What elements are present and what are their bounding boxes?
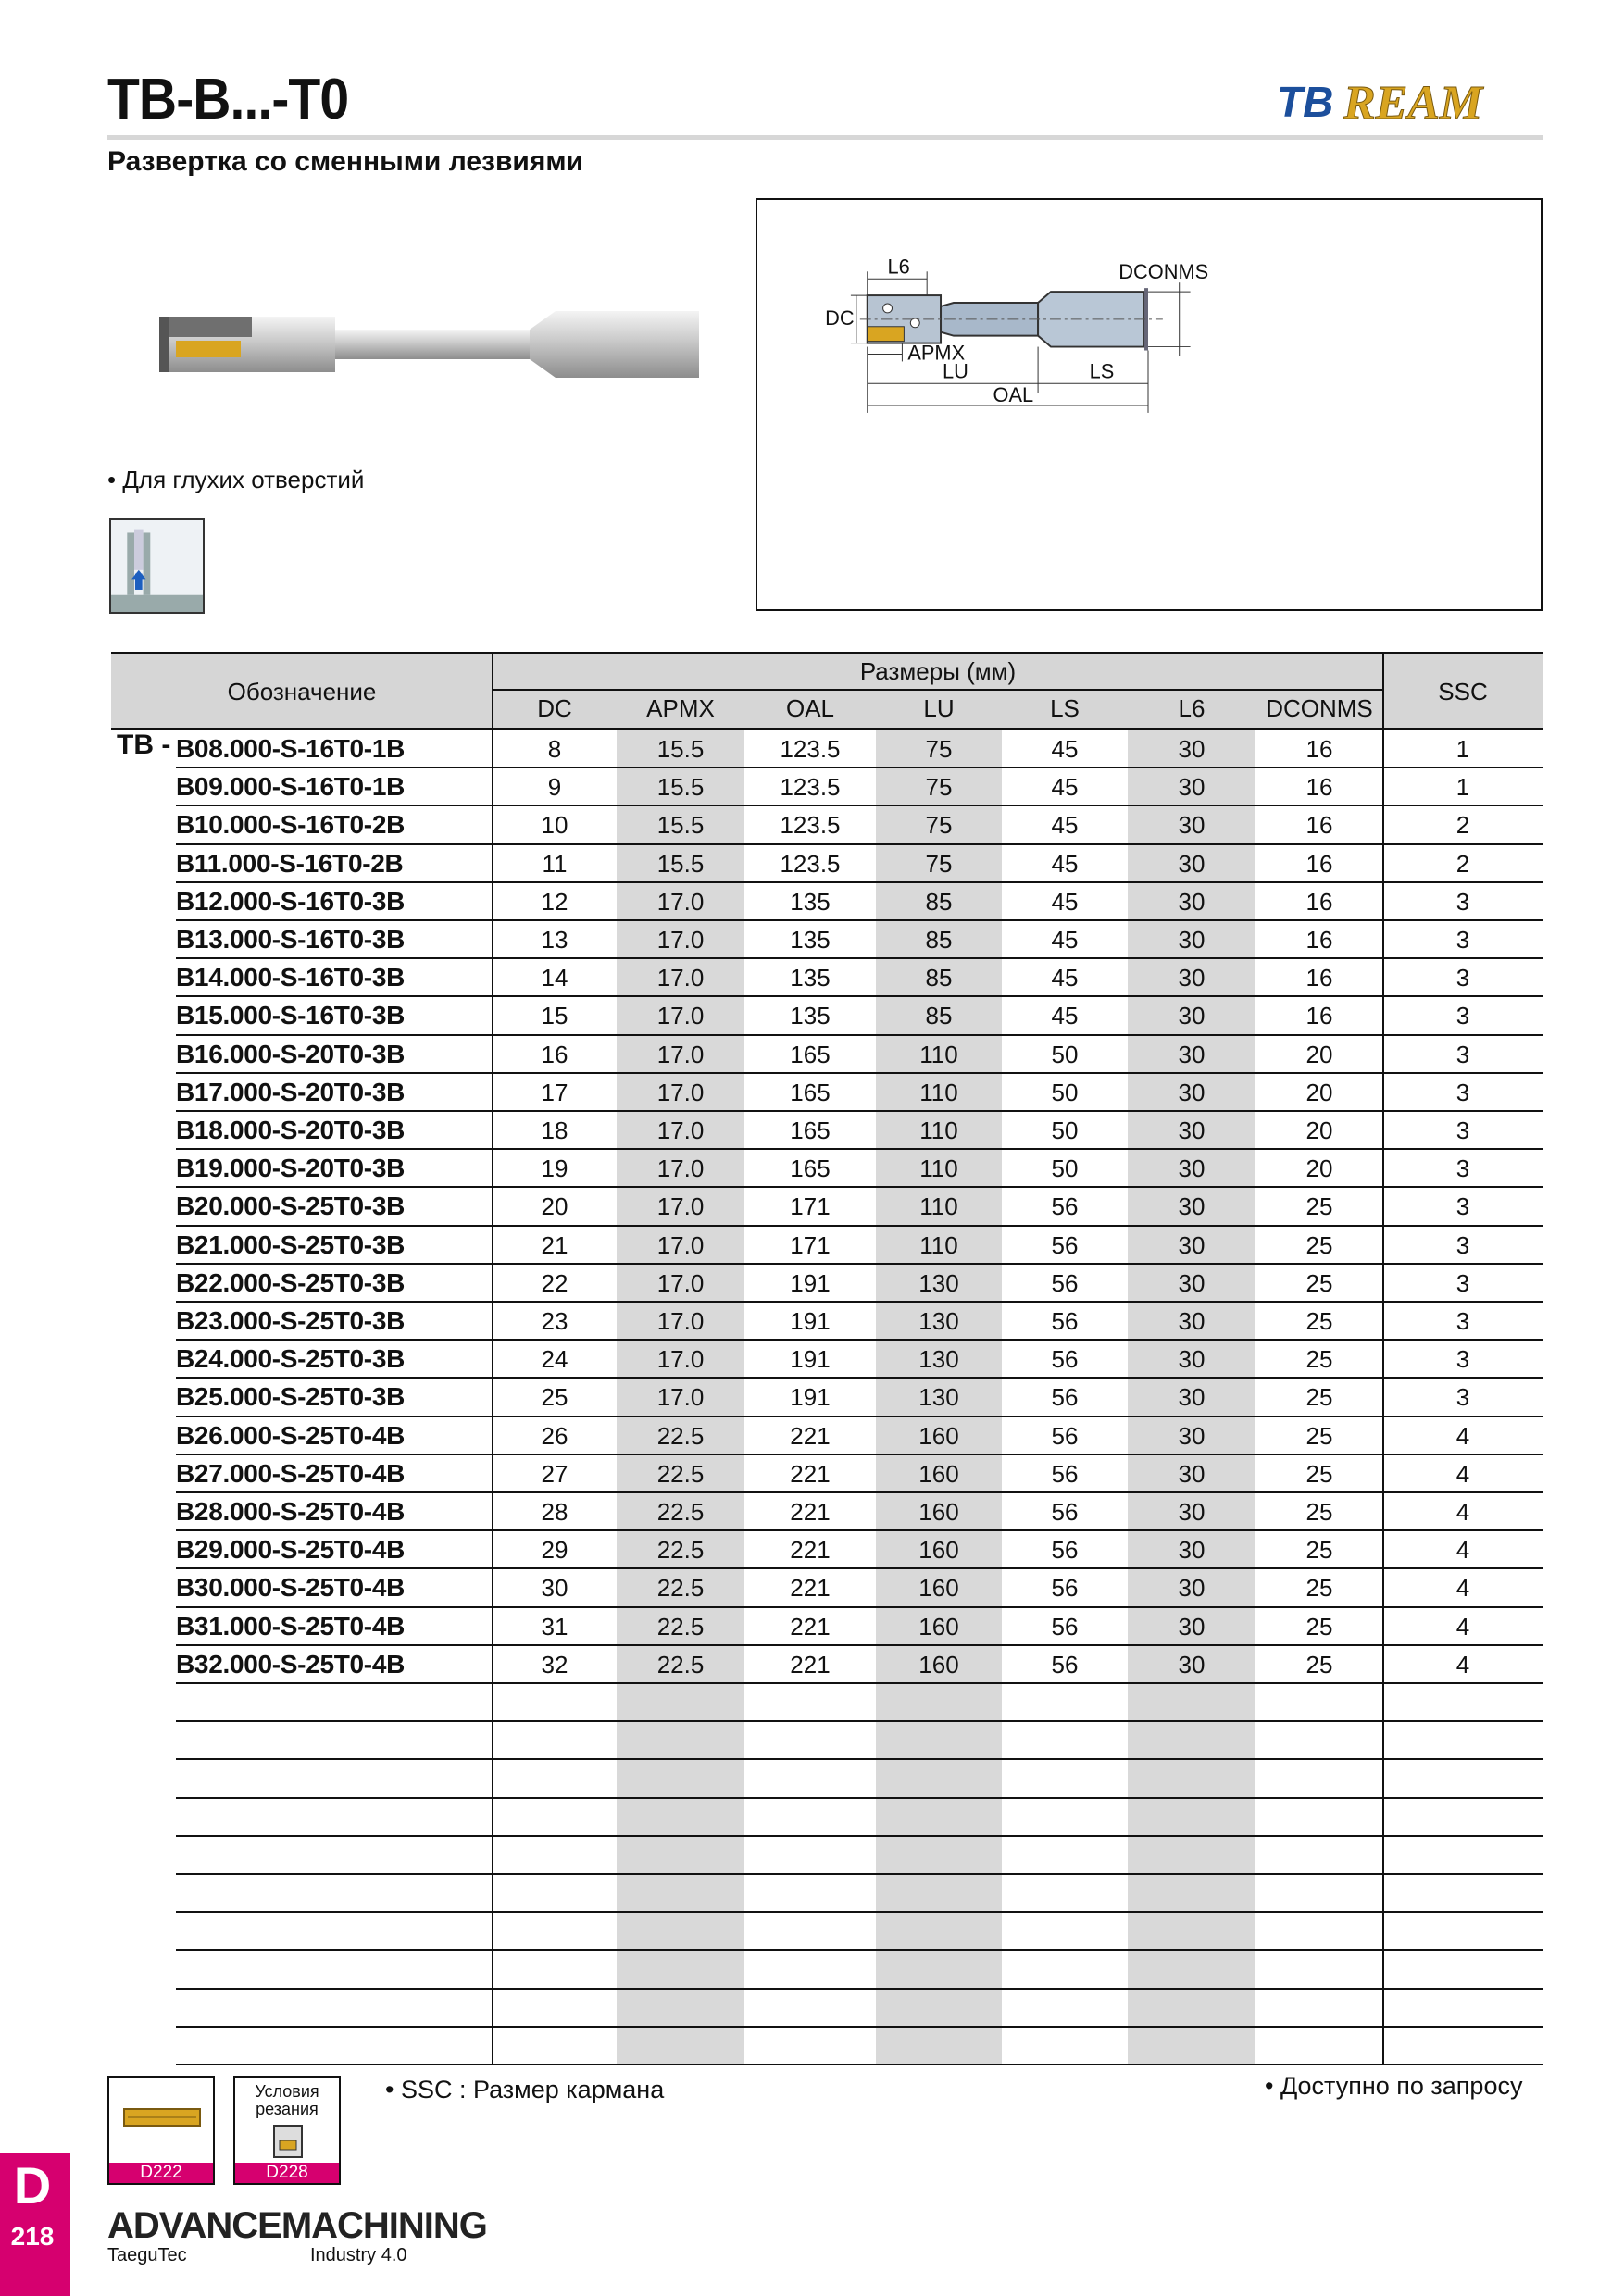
cell-ls: 56 [1051,1536,1079,1565]
page-title: TB-B...-T0 [107,68,349,131]
cell-l6: 30 [1178,1002,1206,1030]
cell-dc: 20 [541,1192,568,1221]
cell-apmx: 17.0 [656,1345,705,1374]
cell-dconms: 16 [1305,887,1333,916]
cell-lu: 130 [918,1345,959,1374]
logo-caption-right: Industry 4.0 [310,2245,407,2265]
col-header-l6: L6 [1178,694,1206,722]
cell-ssc: 4 [1455,1459,1470,1488]
cell-lu: 85 [925,926,953,954]
brand-logo [1273,74,1546,130]
cell-apmx: 17.0 [656,926,705,954]
col-header-designation: Обозначение [227,678,377,705]
cell-ls: 56 [1051,1612,1079,1641]
cell-dconms: 16 [1305,811,1333,840]
cell-dconms: 16 [1305,1002,1333,1030]
cutting-conditions-ref: D228 [235,2163,339,2183]
cell-apmx: 22.5 [656,1612,705,1641]
designation-prefix: TB - [117,730,171,760]
cell-l6: 30 [1178,1421,1206,1450]
cell-dconms: 25 [1305,1459,1333,1488]
cell-lu: 160 [918,1612,959,1641]
title-rule [107,135,1543,140]
cell-apmx: 22.5 [656,1459,705,1488]
cell-dc: 25 [541,1383,568,1412]
cell-oal: 221 [790,1459,831,1488]
table-row-code: B09.000-S-16T0-1B [176,772,406,802]
cell-oal: 221 [790,1421,831,1450]
cell-apmx: 17.0 [656,964,705,992]
cell-ssc: 3 [1455,1002,1470,1030]
cell-ssc: 4 [1455,1650,1470,1678]
cell-l6: 30 [1178,1307,1206,1335]
cell-l6: 30 [1178,849,1206,878]
blind-hole-icon [109,518,205,614]
table-row-code: B31.000-S-25T0-4B [176,1611,406,1641]
cell-ssc: 3 [1455,887,1470,916]
cell-l6: 30 [1178,1383,1206,1412]
cell-apmx: 17.0 [656,887,705,916]
cell-dconms: 25 [1305,1268,1333,1297]
cell-l6: 30 [1178,926,1206,954]
cutting-conditions-box[interactable] [233,2076,341,2185]
cell-dconms: 25 [1305,1383,1333,1412]
row-rule [176,1720,1543,1722]
cell-dconms: 25 [1305,1192,1333,1221]
cell-ssc: 3 [1455,1345,1470,1374]
cell-dc: 23 [541,1307,568,1335]
cell-ls: 50 [1051,1154,1079,1183]
table-row-code: B14.000-S-16T0-3B [176,963,406,992]
col-header-apmx: APMX [646,694,715,722]
table-row-code: B11.000-S-16T0-2B [176,848,404,878]
cell-ssc: 3 [1455,1040,1470,1068]
cell-apmx: 17.0 [656,1154,705,1183]
cell-ls: 56 [1051,1650,1079,1678]
cell-lu: 85 [925,964,953,992]
label-l6: L6 [887,255,910,279]
cell-apmx: 17.0 [656,1268,705,1297]
insert-ref-box[interactable] [107,2076,215,2185]
cell-dc: 27 [541,1459,568,1488]
cell-lu: 130 [918,1268,959,1297]
cell-dc: 22 [541,1268,568,1297]
cell-lu: 160 [918,1498,959,1526]
cell-oal: 191 [790,1307,831,1335]
ssc-note: • SSC : Размер кармана [385,2076,665,2103]
cell-l6: 30 [1178,1230,1206,1259]
cell-lu: 75 [925,849,953,878]
table-row-code: B26.000-S-25T0-4B [176,1420,406,1450]
cell-l6: 30 [1178,735,1206,763]
cell-lu: 110 [919,1192,958,1221]
row-rule [176,1911,1543,1913]
cell-lu: 160 [918,1574,959,1603]
row-rule [176,1758,1543,1760]
cell-oal: 165 [790,1117,831,1144]
table-row-code: B10.000-S-16T0-2B [176,810,406,840]
cell-l6: 30 [1178,1117,1206,1144]
cell-apmx: 15.5 [656,849,705,878]
cell-l6: 30 [1178,773,1206,802]
cell-dc: 17 [541,1078,568,1106]
cell-lu: 85 [925,887,953,916]
cell-dc: 29 [541,1536,568,1565]
cell-oal: 135 [790,887,831,916]
row-rule [176,1949,1543,1951]
cell-dconms: 25 [1305,1612,1333,1641]
row-rule [176,2064,1543,2065]
cell-ssc: 2 [1455,811,1470,840]
cell-lu: 110 [919,1040,958,1068]
cell-l6: 30 [1178,1040,1206,1068]
cell-oal: 221 [790,1574,831,1603]
cell-dc: 31 [541,1612,568,1641]
cell-oal: 123.5 [780,811,841,840]
cell-ssc: 3 [1455,1154,1470,1183]
cell-ssc: 3 [1455,1192,1470,1221]
cell-ssc: 3 [1455,1383,1470,1412]
cell-dc: 14 [541,964,568,992]
cell-dc: 8 [547,735,562,763]
cell-dc: 13 [541,926,568,954]
cell-dconms: 25 [1305,1345,1333,1374]
cell-dc: 26 [541,1421,568,1450]
cell-dconms: 16 [1305,926,1333,954]
cell-apmx: 17.0 [656,1230,705,1259]
cell-ssc: 4 [1455,1498,1470,1526]
insert-icon [122,2103,202,2131]
cell-oal: 221 [790,1536,831,1565]
cell-apmx: 15.5 [656,735,705,763]
cell-oal: 171 [790,1192,831,1221]
svg-text:TB: TB [1277,78,1334,126]
cell-dconms: 25 [1305,1498,1333,1526]
row-rule [176,1682,1543,1684]
header-divider [493,689,1383,691]
cell-dc: 21 [541,1230,568,1259]
cell-ssc: 3 [1455,926,1470,954]
label-oal: OAL [993,383,1034,407]
label-ls: LS [1089,359,1115,383]
cell-apmx: 17.0 [656,1383,705,1412]
row-rule [176,1873,1543,1875]
col-header-dc: DC [537,694,572,722]
logo-caption-left: TaeguTec [107,2245,187,2265]
reamer-photo [139,268,704,407]
cell-ls: 50 [1051,1078,1079,1106]
cell-ls: 45 [1051,1002,1079,1030]
cell-lu: 130 [918,1307,959,1335]
cell-dconms: 25 [1305,1536,1333,1565]
cell-ls: 45 [1051,849,1079,878]
cell-dc: 11 [542,849,568,878]
label-dc: DC [825,306,855,330]
cell-dconms: 25 [1305,1230,1333,1259]
cell-lu: 160 [918,1536,959,1565]
cell-oal: 191 [790,1383,831,1412]
cell-ssc: 3 [1455,964,1470,992]
cell-dconms: 25 [1305,1574,1333,1603]
cell-l6: 30 [1178,1650,1206,1678]
cell-dc: 28 [541,1498,568,1526]
cell-dconms: 25 [1305,1421,1333,1450]
cell-ls: 45 [1051,811,1079,840]
col-header-oal: OAL [785,694,835,722]
cell-dconms: 20 [1305,1117,1333,1144]
col-header-ssc: SSC [1438,678,1488,705]
availability-note: • Доступно по запросу [1265,2072,1523,2100]
cell-oal: 165 [790,1040,831,1068]
cell-apmx: 15.5 [656,811,705,840]
cell-ls: 45 [1051,964,1079,992]
cell-oal: 123.5 [780,735,841,763]
cell-apmx: 22.5 [656,1650,705,1678]
cell-ls: 45 [1051,887,1079,916]
cell-oal: 165 [790,1078,831,1106]
cell-ssc: 4 [1455,1421,1470,1450]
cell-ssc: 3 [1455,1117,1470,1144]
col-header-group: Размеры (мм) [859,657,1017,685]
cell-oal: 135 [790,964,831,992]
cell-dconms: 16 [1305,964,1333,992]
cell-ssc: 1 [1455,735,1470,763]
cell-apmx: 22.5 [656,1536,705,1565]
section-letter: D [13,2156,52,2215]
cell-apmx: 22.5 [656,1574,705,1603]
cell-ls: 56 [1051,1345,1079,1374]
row-rule [176,1835,1543,1837]
cell-ls: 56 [1051,1421,1079,1450]
cell-lu: 75 [925,811,953,840]
col-header-ls: LS [1050,694,1080,722]
cell-l6: 30 [1178,1268,1206,1297]
cell-ssc: 3 [1455,1230,1470,1259]
cell-l6: 30 [1178,1345,1206,1374]
cell-l6: 30 [1178,1612,1206,1641]
dimension-diagram [756,198,1543,611]
table-row-code: B23.000-S-25T0-3B [176,1306,406,1335]
cell-lu: 110 [919,1154,958,1183]
feature-text: • Для глухих отверстий [107,466,365,493]
table-row-code: B24.000-S-25T0-3B [176,1344,406,1374]
svg-text:REAM: REAM [1343,77,1483,130]
cell-l6: 30 [1178,1536,1206,1565]
table-row-code: B08.000-S-16T0-1B [176,734,406,763]
table-row-code: B12.000-S-16T0-3B [176,886,406,916]
cell-dc: 18 [541,1117,568,1144]
table-row-code: B29.000-S-25T0-4B [176,1535,406,1565]
row-rule [176,2026,1543,2028]
table-row-code: B25.000-S-25T0-3B [176,1382,406,1412]
cell-ls: 56 [1051,1230,1079,1259]
cell-apmx: 17.0 [656,1192,705,1221]
table-row-code: B13.000-S-16T0-3B [176,925,406,954]
cell-ls: 56 [1051,1459,1079,1488]
cell-ls: 56 [1051,1268,1079,1297]
cell-lu: 160 [918,1421,959,1450]
cell-apmx: 17.0 [656,1307,705,1335]
table-row-code: B19.000-S-20T0-3B [176,1154,406,1183]
table-row-code: B18.000-S-20T0-3B [176,1116,406,1144]
cell-lu: 160 [918,1650,959,1678]
insert-ref-label: D222 [109,2163,213,2183]
label-lu: LU [943,359,968,383]
table-row-code: B28.000-S-25T0-4B [176,1497,406,1526]
cell-apmx: 22.5 [656,1421,705,1450]
cell-apmx: 17.0 [656,1117,705,1144]
cell-ls: 56 [1051,1383,1079,1412]
cell-lu: 160 [918,1459,959,1488]
label-apmx: APMX [907,341,966,365]
table-row-code: B22.000-S-25T0-3B [176,1267,406,1297]
cell-ssc: 4 [1455,1536,1470,1565]
cell-apmx: 17.0 [656,1078,705,1106]
page-number: 218 [10,2222,55,2251]
cell-oal: 221 [790,1650,831,1678]
cell-ls: 45 [1051,926,1079,954]
cell-ssc: 4 [1455,1612,1470,1641]
cell-dc: 19 [541,1154,568,1183]
cell-lu: 75 [925,773,953,802]
cell-apmx: 22.5 [656,1498,705,1526]
col-header-dconms: DCONMS [1266,694,1373,722]
cell-ssc: 4 [1455,1574,1470,1603]
cell-ssc: 1 [1455,773,1470,802]
cell-ssc: 2 [1455,849,1470,878]
cell-oal: 221 [790,1612,831,1641]
table-row-code: B21.000-S-25T0-3B [176,1229,406,1259]
cell-oal: 191 [790,1268,831,1297]
conditions-icon [270,2122,307,2161]
advance-machining-logo: ADVANCEMACHINING [107,2205,487,2246]
table-row-code: B15.000-S-16T0-3B [176,1001,406,1030]
cell-oal: 123.5 [780,849,841,878]
cell-dc: 12 [541,887,568,916]
cell-dc: 16 [541,1040,568,1068]
table-row-code: B30.000-S-25T0-4B [176,1573,406,1603]
cell-l6: 30 [1178,1078,1206,1106]
cell-dconms: 25 [1305,1650,1333,1678]
cell-ls: 50 [1051,1117,1079,1144]
cell-oal: 191 [790,1345,831,1374]
table-row-code: B17.000-S-20T0-3B [176,1077,406,1106]
cell-lu: 110 [919,1078,958,1106]
cell-dc: 30 [541,1574,568,1603]
table-row-code: B27.000-S-25T0-4B [176,1458,406,1488]
cell-dc: 24 [541,1345,568,1374]
cell-ls: 56 [1051,1307,1079,1335]
cell-l6: 30 [1178,1192,1206,1221]
cell-lu: 110 [919,1117,958,1144]
cell-dconms: 25 [1305,1307,1333,1335]
cell-dc: 15 [541,1002,568,1030]
cell-ls: 45 [1051,773,1079,802]
cell-ls: 56 [1051,1498,1079,1526]
cell-l6: 30 [1178,811,1206,840]
cell-dconms: 16 [1305,735,1333,763]
cell-oal: 171 [790,1230,831,1259]
cell-l6: 30 [1178,1154,1206,1183]
label-dconms: DCONMS [1118,260,1209,284]
table-row-code: B20.000-S-25T0-3B [176,1192,406,1221]
table-row-code: B32.000-S-25T0-4B [176,1649,406,1678]
cell-lu: 85 [925,1002,953,1030]
cell-dc: 32 [541,1650,568,1678]
cell-oal: 135 [790,926,831,954]
cell-oal: 221 [790,1498,831,1526]
cell-apmx: 15.5 [656,773,705,802]
cell-ssc: 3 [1455,1078,1470,1106]
cell-l6: 30 [1178,964,1206,992]
cell-dconms: 20 [1305,1040,1333,1068]
cell-ls: 56 [1051,1192,1079,1221]
cell-lu: 130 [918,1383,959,1412]
cell-dconms: 20 [1305,1154,1333,1183]
cell-l6: 30 [1178,1459,1206,1488]
cell-lu: 75 [925,735,953,763]
cell-ls: 45 [1051,735,1079,763]
cell-dc: 9 [547,773,562,802]
cell-dconms: 16 [1305,849,1333,878]
row-rule [176,1988,1543,1990]
cell-dc: 10 [541,811,568,840]
cell-oal: 165 [790,1154,831,1183]
cell-ls: 50 [1051,1040,1079,1068]
page-subtitle: Развертка со сменными лезвиями [107,146,583,177]
cell-dconms: 16 [1305,773,1333,802]
cell-l6: 30 [1178,887,1206,916]
row-rule [176,1797,1543,1799]
table-row-code: B16.000-S-20T0-3B [176,1039,406,1068]
cell-ls: 56 [1051,1574,1079,1603]
cell-lu: 110 [919,1230,958,1259]
cutting-conditions-label: Условия резания [255,2082,319,2118]
cell-oal: 135 [790,1002,831,1030]
cell-l6: 30 [1178,1498,1206,1526]
cell-ssc: 3 [1455,1268,1470,1297]
cell-ssc: 3 [1455,1307,1470,1335]
cell-apmx: 17.0 [656,1040,705,1068]
cell-oal: 123.5 [780,773,841,802]
cell-apmx: 17.0 [656,1002,705,1030]
col-header-lu: LU [923,694,955,722]
cell-l6: 30 [1178,1574,1206,1603]
cell-dconms: 20 [1305,1078,1333,1106]
